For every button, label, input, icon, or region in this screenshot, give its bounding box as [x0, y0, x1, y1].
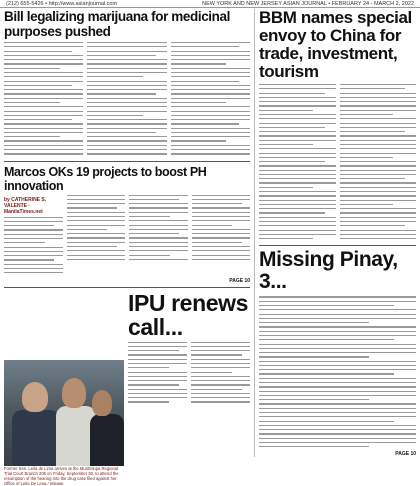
headline-bbm-envoy[interactable]: BBM names special envoy to China for trade, investment, tourism	[259, 8, 412, 81]
byline-author: by CATHERINE S. VALENTE · ManilaTimes.net	[4, 196, 47, 215]
page-ref-marcos[interactable]: PAGE 10	[229, 277, 250, 284]
story-body-marcos	[4, 195, 250, 277]
headline-missing-pinay[interactable]: Missing Pinay, 3...	[259, 248, 398, 294]
story-body-ipu	[128, 342, 250, 406]
section-divider	[4, 161, 250, 162]
headline-ipu[interactable]: IPU renews call...	[128, 289, 248, 340]
news-photo	[4, 360, 124, 466]
byline-source: ManilaTimes.net	[4, 208, 43, 215]
section-divider	[259, 245, 416, 246]
story-body-bbm	[259, 84, 416, 242]
headline-bill-marijuana[interactable]: Bill legalizing marijuana for medicinal purposes pushed	[4, 9, 230, 39]
header-edition: NEW YORK AND NEW JERSEY ASIAN JOURNAL • FEBRUARY 24 - MARCH 2, 2022	[202, 0, 414, 7]
photo-caption: Former Sen. Leila de Lima arrives at the Muntinlupa Regional Trial Court Branch 206 on Friday, September 30, to attend the resumption of the hearing into the drug case filed against her. Office of Leila De Lima / release	[4, 466, 119, 486]
story-body-missing	[259, 296, 416, 447]
section-divider	[4, 287, 250, 288]
byline-name: by CATHERINE S. VALENTE	[4, 196, 47, 209]
right-column	[254, 9, 416, 457]
headline-marcos-projects[interactable]: Marcos OKs 19 projects to boost PH innovation	[4, 164, 207, 193]
page-ref-missing[interactable]: PAGE 10	[395, 450, 416, 457]
header-contact: (212) 655-5426 • http://www.asianjournal.com	[6, 0, 118, 7]
page-header	[0, 0, 420, 8]
left-column	[4, 9, 250, 406]
ipu-story	[128, 291, 250, 406]
story-body-bill	[4, 42, 250, 158]
